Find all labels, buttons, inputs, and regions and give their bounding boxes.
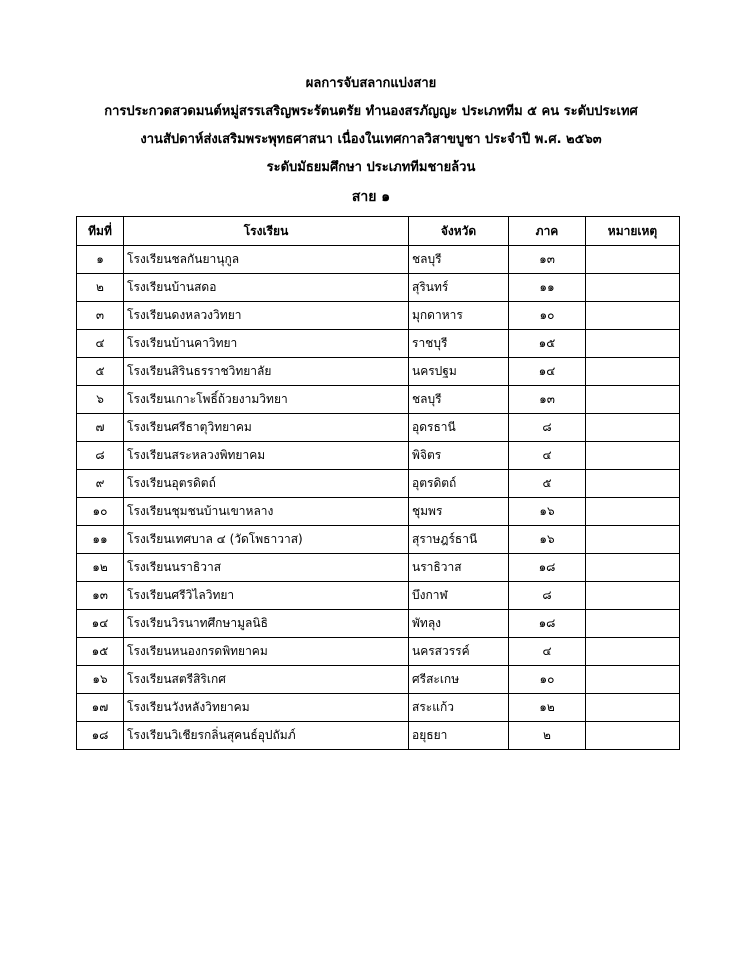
cell-team-no: ๗ [77,414,124,442]
cell-region: ๑๔ [509,358,586,386]
cell-province: สุราษฎร์ธานี [409,526,509,554]
table-row [77,358,680,386]
cell-region: ๑๘ [509,610,586,638]
cell-region: ๑๓ [509,386,586,414]
cell-team-no: ๑๗ [77,694,124,722]
competition-level: ระดับมัธยมศึกษา ประเภททีมชายล้วน [266,160,476,175]
table-row [77,386,680,414]
cell-remark [586,638,680,666]
table-row [77,302,680,330]
cell-remark [586,498,680,526]
cell-team-no: ๕ [77,358,124,386]
table-row [77,554,680,582]
cell-province: มุกดาหาร [409,302,509,330]
cell-school: โรงเรียนบ้านสดอ [124,274,409,302]
header-team-no: ทีมที่ [77,217,124,246]
table-row [77,498,680,526]
cell-province: ชลบุรี [409,386,509,414]
cell-region: ๘ [509,582,586,610]
cell-remark [586,386,680,414]
cell-school: โรงเรียนชลกันยานุกูล [124,246,409,274]
cell-province: บึงกาฬ [409,582,509,610]
cell-team-no: ๖ [77,386,124,414]
cell-province: สุรินทร์ [409,274,509,302]
cell-school: โรงเรียนวิรนาทศึกษามูลนิธิ [124,610,409,638]
cell-team-no: ๑ [77,246,124,274]
cell-province: ราชบุรี [409,330,509,358]
cell-remark [586,302,680,330]
table-row [77,414,680,442]
cell-school: โรงเรียนชุมชนบ้านเขาหลาง [124,498,409,526]
table-row [77,274,680,302]
cell-region: ๑๖ [509,526,586,554]
cell-remark [586,470,680,498]
table-row [77,694,680,722]
cell-remark [586,554,680,582]
table-header-row [77,217,680,246]
cell-team-no: ๑๐ [77,498,124,526]
cell-region: ๘ [509,414,586,442]
table-row [77,582,680,610]
cell-school: โรงเรียนดงหลวงวิทยา [124,302,409,330]
results-table [76,216,680,750]
table-row [77,610,680,638]
table-row [77,722,680,750]
table-row [77,638,680,666]
cell-school: โรงเรียนสตรีสิริเกศ [124,666,409,694]
cell-remark [586,694,680,722]
header-province: จังหวัด [409,217,509,246]
table-row [77,666,680,694]
cell-province: สระแก้ว [409,694,509,722]
cell-school: โรงเรียนสระหลวงพิทยาคม [124,442,409,470]
competition-name: การประกวดสวดมนต์หมู่สรรเสริญพระรัตนตรัย ทำนองสรภัญญะ ประเภททีม ๕ คน ระดับประเทศ [104,104,638,119]
cell-province: ชลบุรี [409,246,509,274]
cell-region: ๔ [509,442,586,470]
cell-remark [586,582,680,610]
event-name: งานสัปดาห์ส่งเสริมพระพุทธศาสนา เนื่องในเทศกาลวิสาขบูชา ประจำปี พ.ศ. ๒๕๖๓ [140,132,602,147]
document-title: ผลการจับสลากแบ่งสาย [305,76,437,91]
cell-region: ๕ [509,470,586,498]
table-row [77,330,680,358]
cell-team-no: ๑๒ [77,554,124,582]
cell-remark [586,442,680,470]
cell-remark [586,610,680,638]
cell-school: โรงเรียนวังหลังวิทยาคม [124,694,409,722]
cell-team-no: ๑๔ [77,610,124,638]
cell-team-no: ๑๘ [77,722,124,750]
header-region: ภาค [509,217,586,246]
cell-region: ๑๑ [509,274,586,302]
cell-school: โรงเรียนวิเชียรกลิ่นสุคนธ์อุปถัมภ์ [124,722,409,750]
cell-team-no: ๑๖ [77,666,124,694]
cell-school: โรงเรียนเทศบาล ๔ (วัดโพธาวาส) [124,526,409,554]
cell-remark [586,526,680,554]
cell-school: โรงเรียนศรีวิไลวิทยา [124,582,409,610]
table-row [77,470,680,498]
cell-school: โรงเรียนหนองกรดพิทยาคม [124,638,409,666]
header-school: โรงเรียน [124,217,409,246]
cell-team-no: ๓ [77,302,124,330]
cell-team-no: ๘ [77,442,124,470]
cell-region: ๑๕ [509,330,586,358]
table-row [77,246,680,274]
cell-region: ๑๖ [509,498,586,526]
cell-province: นราธิวาส [409,554,509,582]
header-remark: หมายเหตุ [586,217,680,246]
cell-province: ชุมพร [409,498,509,526]
table-row [77,442,680,470]
document-header [0,70,742,210]
cell-school: โรงเรียนนราธิวาส [124,554,409,582]
cell-team-no: ๒ [77,274,124,302]
group-label: สาย ๑ [351,189,391,205]
cell-team-no: ๑๕ [77,638,124,666]
cell-remark [586,666,680,694]
cell-province: นครสวรรค์ [409,638,509,666]
cell-school: โรงเรียนบ้านคาวิทยา [124,330,409,358]
cell-region: ๒ [509,722,586,750]
cell-province: พัทลุง [409,610,509,638]
cell-remark [586,358,680,386]
cell-team-no: ๔ [77,330,124,358]
cell-region: ๑๘ [509,554,586,582]
cell-region: ๔ [509,638,586,666]
cell-region: ๑๓ [509,246,586,274]
cell-province: อุตรดิตถ์ [409,470,509,498]
cell-province: อุดรธานี [409,414,509,442]
table-row [77,526,680,554]
cell-region: ๑๒ [509,694,586,722]
cell-school: โรงเรียนสิรินธรราชวิทยาลัย [124,358,409,386]
cell-remark [586,274,680,302]
cell-team-no: ๙ [77,470,124,498]
cell-province: อยุธยา [409,722,509,750]
cell-region: ๑๐ [509,666,586,694]
cell-province: ศรีสะเกษ [409,666,509,694]
cell-province: นครปฐม [409,358,509,386]
cell-school: โรงเรียนเกาะโพธิ์ถ้วยงามวิทยา [124,386,409,414]
cell-remark [586,246,680,274]
cell-remark [586,722,680,750]
cell-school: โรงเรียนอุตรดิตถ์ [124,470,409,498]
cell-team-no: ๑๓ [77,582,124,610]
cell-school: โรงเรียนศรีธาตุวิทยาคม [124,414,409,442]
cell-region: ๑๐ [509,302,586,330]
cell-remark [586,330,680,358]
cell-remark [586,414,680,442]
cell-province: พิจิตร [409,442,509,470]
cell-team-no: ๑๑ [77,526,124,554]
